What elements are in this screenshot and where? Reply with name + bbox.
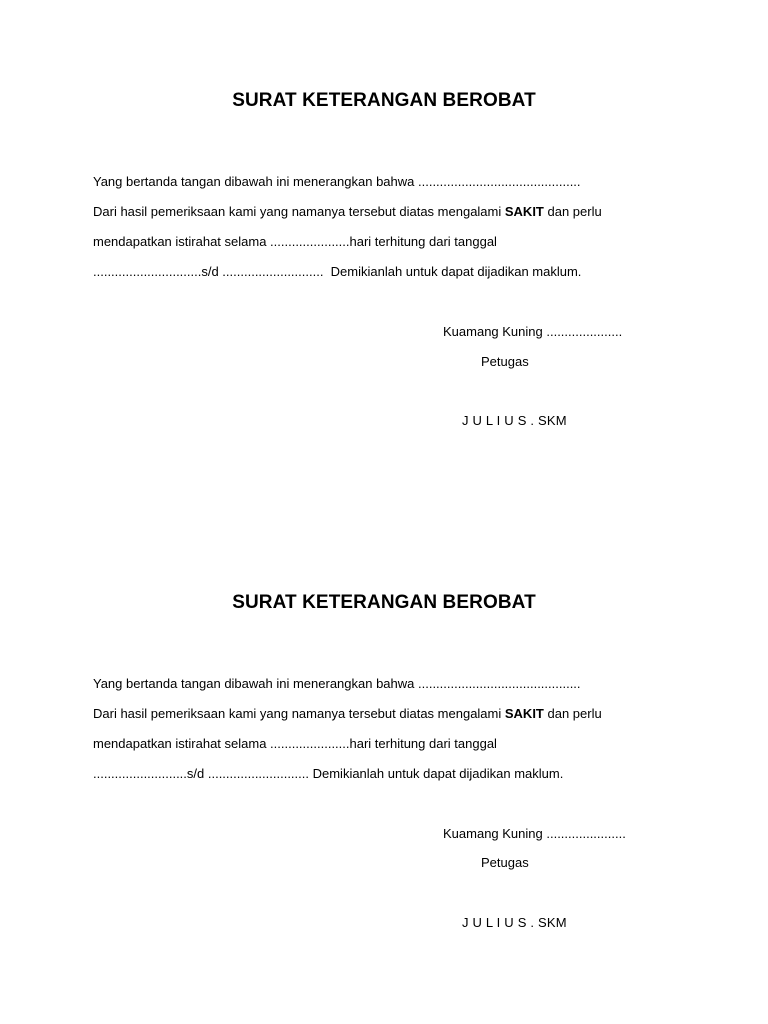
body-line-2-end: dan perlu — [543, 706, 602, 721]
signer-role: Petugas — [481, 855, 529, 870]
letter-1 — [0, 0, 768, 500]
body-line-3: mendapatkan istirahat selama ......................hari terhitung dari tanggal — [93, 234, 497, 249]
body-line-2-text: Dari hasil pemeriksaan kami yang namanya tersebut diatas mengalami — [93, 706, 505, 721]
body-line-3: mendapatkan istirahat selama ......................hari terhitung dari tanggal — [93, 736, 497, 751]
signer-name: J U L I U S . SKM — [462, 915, 567, 930]
sakit-emphasis: SAKIT — [504, 204, 544, 219]
signer-role: Petugas — [481, 354, 529, 369]
body-line-1: Yang bertanda tangan dibawah ini menerangkan bahwa ............................................. — [93, 676, 581, 691]
body-line-2 — [93, 203, 602, 221]
letter-title: SURAT KETERANGAN BEROBAT — [232, 90, 536, 111]
letter-2 — [0, 501, 768, 1001]
body-line-2-end: dan perlu — [543, 204, 602, 219]
signer-name: J U L I U S . SKM — [462, 413, 567, 428]
place-date: Kuamang Kuning ..................... — [443, 324, 623, 339]
letter-title: SURAT KETERANGAN BEROBAT — [232, 592, 536, 613]
body-line-4: ..........................s/d ............................ Demikianlah untuk dapat dijadikan maklum. — [93, 766, 564, 781]
place-date: Kuamang Kuning ...................... — [443, 826, 626, 841]
body-line-4: ..............................s/d ............................ Demikianlah untuk dapat dijadikan maklum. — [93, 264, 582, 279]
sakit-emphasis: SAKIT — [504, 706, 544, 721]
body-line-2 — [93, 705, 602, 723]
body-line-2-text: Dari hasil pemeriksaan kami yang namanya tersebut diatas mengalami — [93, 204, 505, 219]
body-line-1: Yang bertanda tangan dibawah ini menerangkan bahwa ............................................. — [93, 174, 581, 189]
